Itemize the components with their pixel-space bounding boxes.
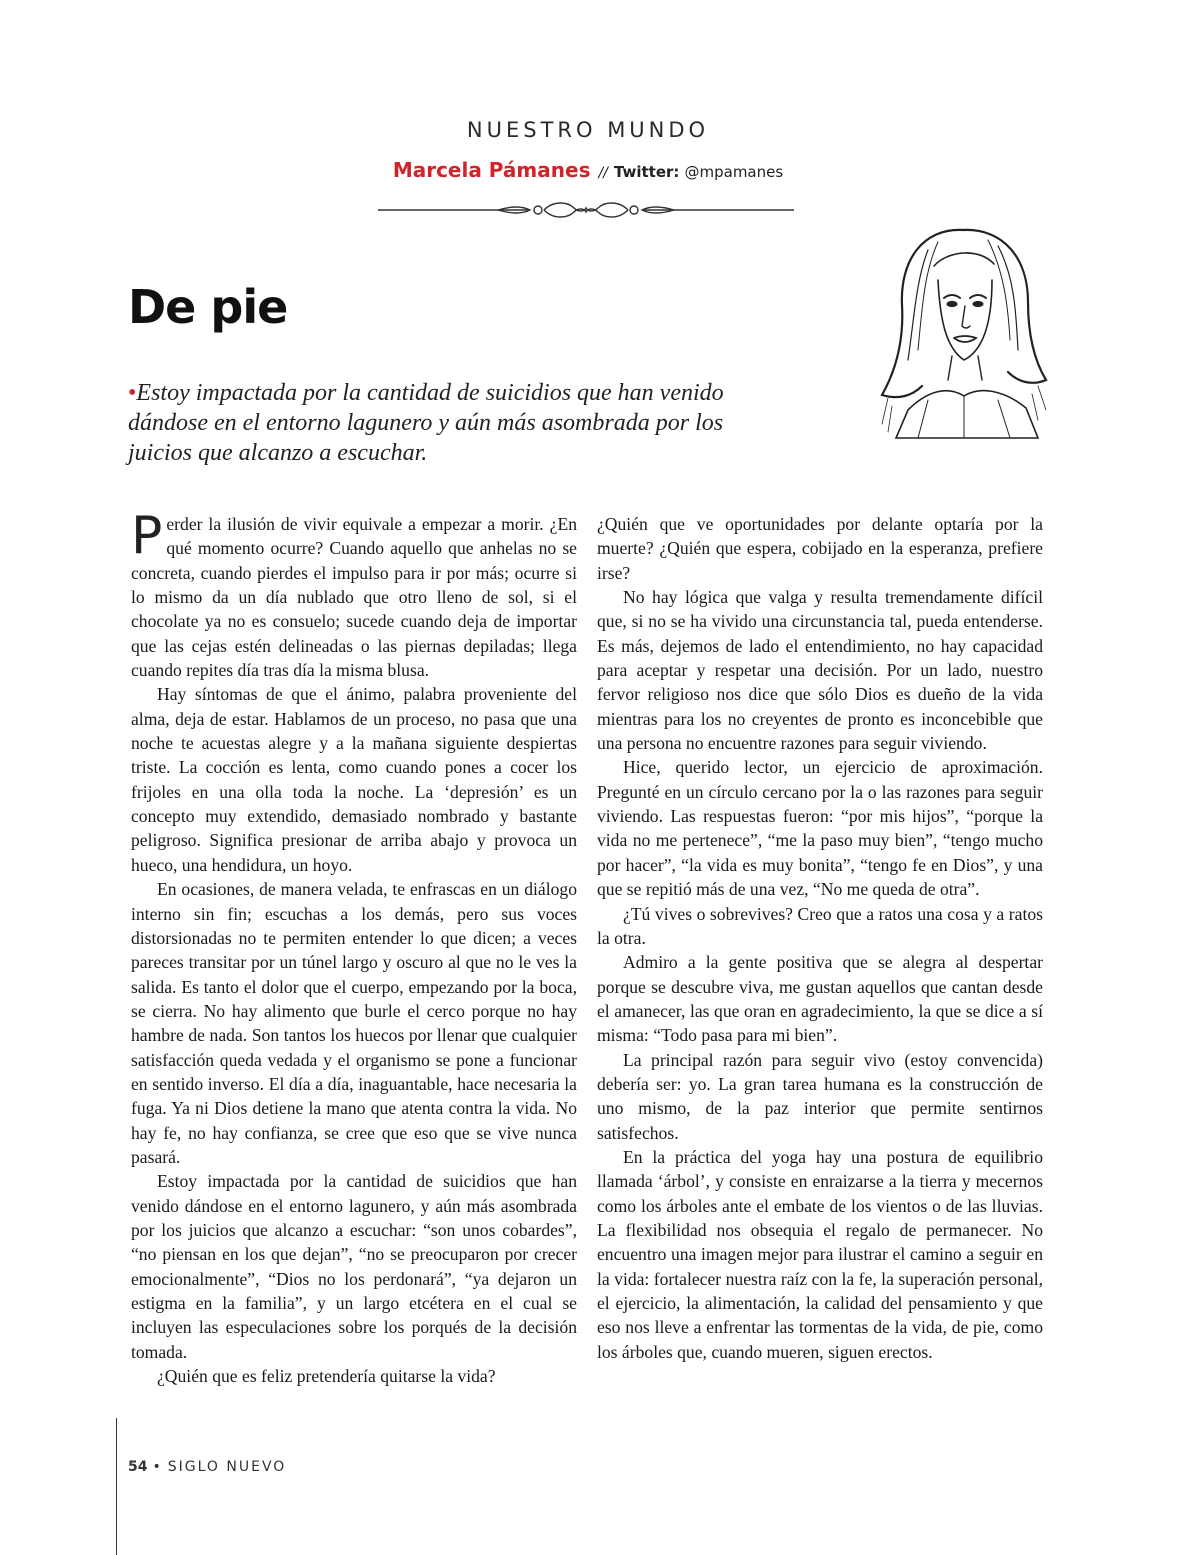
ornament-divider-icon	[378, 198, 794, 222]
lead-bullet: •	[128, 380, 137, 406]
paragraph: Hay síntomas de que el ánimo, palabra proveniente del alma, deja de estar. Hablamos de un proceso, no pasa que una noche te acuestas alegre y a la mañana siguiente despiertas triste. La cocción es lenta, como cuando pones a cocer los frijoles en una olla toda la noche. La ‘depresión’ es un concepto muy extendido, demasiado nombrado y bastante peligroso. Significa presionar de arriba abajo y provoca un hueco, una hendidura, un hoyo.	[131, 684, 577, 875]
section-title: NUESTRO MUNDO	[466, 118, 710, 142]
paragraph-text: erder la ilusión de vivir equivale a empezar a morir. ¿En qué momento ocurre? Cuando aquello que anhelas no se concreta, cuando pierdes el impulso para ir por más; ocurre si lo mismo da un día nublado que otro lleno de sol, si el chocolate ya no es consuelo; sucede cuando deja de importar que las cejas estén delineadas o las piernas depiladas; llega cuando repites día tras día la misma blusa.	[131, 514, 577, 681]
byline	[0, 158, 1176, 182]
paragraph: Hice, querido lector, un ejercicio de aproximación. Pregunté en un círculo cercano por la o las razones para seguir viviendo. Las respuestas fueron: “por mis hijos”, “porque la vida no me pertenece”, “me la paso muy bien”, “tengo mucho por hacer”, “la vida es muy bonita”, “tengo fe en Dios”, y una que se repitió más de una vez, “No me queda de otra”.	[597, 757, 1043, 900]
author-portrait-icon	[868, 210, 1058, 440]
article-lead	[128, 378, 788, 468]
page-number: 54	[128, 1459, 148, 1475]
dropcap: P	[131, 506, 163, 566]
paragraph: ¿Quién que ve oportunidades por delante optaría por la muerte? ¿Quién que espera, cobijado en la esperanza, prefiere irse?	[597, 514, 1043, 583]
byline-separator: //	[598, 165, 608, 181]
paragraph: ¿Quién que es feliz pretendería quitarse la vida?	[157, 1366, 496, 1387]
footer-rule	[116, 1418, 117, 1555]
article-column-right	[597, 512, 1043, 1364]
paragraph: Admiro a la gente positiva que se alegra al despertar porque se descubre viva, me gustan aquellos que cantan desde el amanecer, las que oran en agradecimiento, la que se dice a sí misma: “Todo pasa para mi bien”.	[597, 952, 1043, 1046]
paragraph: ¿Tú vives o sobrevives? Creo que a ratos una cosa y a ratos la otra.	[597, 903, 1043, 948]
paragraph	[131, 506, 577, 682]
page-footer	[128, 1459, 286, 1475]
paragraph: Estoy impactada por la cantidad de suicidios que han venido dándose en el entorno lagunero, y aún más asombrada por los juicios que alcanzo a escuchar: “son unos cobardes”, “no piensan en los que dejan”, “no se preocuparon por crecer emocionalmente”, “Dios no los perdonará”, “ya dejaron un estigma en la familia”, y un largo etcétera en el cual se incluyen las especulaciones sobre los porqués de la decisión tomada.	[131, 1171, 577, 1362]
paragraph: No hay lógica que valga y resulta tremendamente difícil que, si no se ha vivido una circunstancia tal, pueda entenderse. Es más, dejemos de lado el entendimiento, no hay capacidad para aceptar y respetar una decisión. Por un lado, nuestro fervor religioso nos dice que sólo Dios es dueño de la vida mientras para los no creyentes de pronto es inconcebible que una persona no encuentre razones para seguir viviendo.	[597, 587, 1043, 754]
magazine-name: SIGLO NUEVO	[167, 1459, 287, 1475]
lead-text: Estoy impactada por la cantidad de suicidios que han venido dándose en el entorno lagunero y aún más asombrada por los juicios que alcanzo a escuchar.	[128, 380, 724, 466]
paragraph: En la práctica del yoga hay una postura de equilibrio llamada ‘árbol’, y consiste en enraizarse a la tierra y mecernos como los árboles ante el embate de los vientos o de las lluvias. La flexibilidad nos obsequia el regalo de permanecer. No encuentro una imagen mejor para ilustrar el camino a seguir en la vida: fortalecer nuestra raíz con la fe, la superación personal, el ejercicio, la alimentación, la calidad del pensamiento y que eso nos lleve a enfrentar las tormentas de la vida, de pie, como los árboles que, cuando mueren, siguen erectos.	[597, 1146, 1043, 1362]
author-name: Marcela Pámanes	[392, 158, 591, 182]
twitter-handle: @mpamanes	[684, 163, 784, 181]
footer-separator: •	[152, 1459, 163, 1475]
twitter-label: Twitter:	[613, 163, 680, 181]
paragraph: La principal razón para seguir vivo (estoy convencida) debería ser: yo. La gran tarea humana es la construcción de uno mismo, de la paz interior que permite sentirnos satisfechos.	[597, 1049, 1043, 1143]
article-column-left	[131, 506, 577, 1388]
paragraph: En ocasiones, de manera velada, te enfrascas en un diálogo interno sin fin; escuchas a los demás, pero sus voces distorsionadas no te permiten entender lo que dicen; a veces pareces transitar por un túnel largo y oscuro al que no le ves la salida. Es tanto el dolor que el cuerpo, empezando por la boca, se cierra. No hay alimento que burle el cerco porque no hay hambre de nada. Son tantos los huecos por llenar que cualquier satisfacción queda vedada y el organismo se pone a funcionar en sentido inverso. El día a día, inaguantable, hace necesaria la fuga. Ya ni Dios detiene la mano que atenta contra la vida. No hay fe, no hay confianza, se cree que eso que se vive nunca pasará.	[131, 879, 577, 1167]
article-title: De pie	[128, 280, 288, 334]
